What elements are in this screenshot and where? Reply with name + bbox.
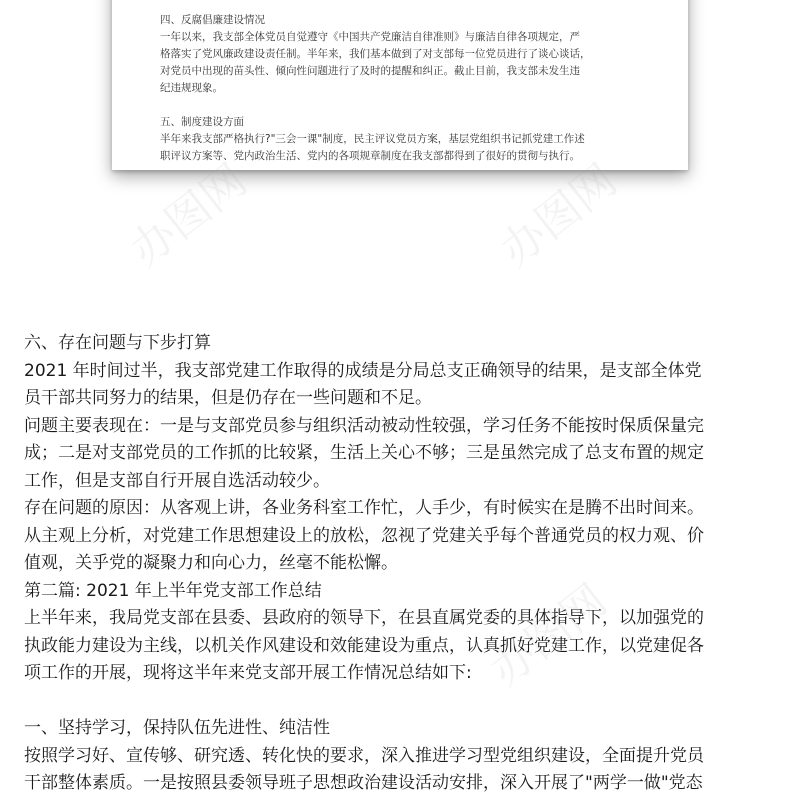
watermark-text: 办图网 bbox=[121, 154, 257, 277]
paragraph-line: 按照学习好、宣传够、研究透、转化快的要求，深入推进学习型党组织建设，全面提升党员 bbox=[24, 745, 704, 766]
chapter-title: 第二篇: 2021 年上半年党支部工作总结 bbox=[24, 580, 322, 601]
paragraph-line: 存在问题的原因：从客观上讲，各业务科室工作忙，人手少，有时候实在是腾不出时间来。 bbox=[24, 498, 704, 518]
paragraph-line: 2021 年时间过半，我支部党建工作取得的成绩是分局总支正确领导的结果，是支部全体党 bbox=[24, 360, 702, 381]
document-page-preview bbox=[112, 0, 688, 170]
paragraph-line: 员干部共同努力的结果，但是仍存在一些问题和不足。 bbox=[24, 388, 432, 408]
watermark-text: 办图网 bbox=[491, 154, 627, 277]
card-line: 一年以来，我支部全体党员自觉遵守《中国共产党廉洁自律准则》与廉洁自律各项规定，严 bbox=[160, 31, 580, 43]
section-heading-1: 一、坚持学习，保持队伍先进性、纯洁性 bbox=[24, 718, 330, 738]
paragraph-line: 干部整体素质。一是按照县委领导班子思想政治建设活动安排，深入开展了"两学一做"党态 bbox=[24, 773, 703, 793]
card-line: 对党员中出现的苗头性、倾向性问题进行了及时的提醒和纠正。截止目前，我支部未发生违 bbox=[160, 65, 580, 77]
section-heading-6: 六、存在问题与下步打算 bbox=[24, 333, 211, 353]
card-text bbox=[160, 12, 656, 165]
card-spacer bbox=[160, 97, 656, 114]
paragraph-line: 成；二是对支部党员的工作抓的比较紧，生活上关心不够；三是虽然完成了总支布置的规定 bbox=[24, 443, 704, 463]
paragraph-line: 工作，但是支部自行开展自选活动较少。 bbox=[24, 470, 330, 491]
card-heading-4: 四、反腐倡廉建设情况 bbox=[160, 14, 265, 26]
paragraph-line: 从主观上分析，对党建工作思想建设上的放松，忽视了党建关乎每个普通党员的权力观、价 bbox=[24, 525, 704, 546]
card-line: 纪违规现象。 bbox=[160, 82, 223, 94]
paragraph-line: 值观，关乎党的凝聚力和向心力，丝毫不能松懈。 bbox=[24, 553, 398, 573]
paragraph-spacer bbox=[24, 688, 784, 716]
document-body bbox=[24, 330, 784, 798]
card-line: 半年来我支部严格执行?"三会一课"制度，民主评议党员方案，基层党组织书记抓党建工作述 bbox=[160, 133, 585, 145]
card-heading-5: 五、制度建设方面 bbox=[160, 116, 244, 128]
paragraph-line: 执政能力建设为主线，以机关作风建设和效能建设为重点，认真抓好党建工作，以党建促各 bbox=[24, 635, 704, 656]
paragraph-line: 问题主要表现在：一是与支部党员参与组织活动被动性较强，学习任务不能按时保质保量完 bbox=[24, 415, 704, 436]
paragraph-line: 项工作的开展，现将这半年来党支部开展工作情况总结如下: bbox=[24, 663, 472, 683]
watermark-text: 办图网 bbox=[481, 574, 617, 697]
paragraph-line: 上半年来，我局党支部在县委、县政府的领导下，在县直属党委的具体指导下，以加强党的 bbox=[24, 608, 704, 628]
card-line: 职评议方案等、党内政治生活、党内的各项规章制度在我支部都得到了很好的贯彻与执行。 bbox=[160, 150, 580, 162]
card-line: 格落实了党风廉政建设责任制。半年来，我们基本做到了对支部每一位党员进行了谈心谈话， bbox=[160, 48, 591, 60]
